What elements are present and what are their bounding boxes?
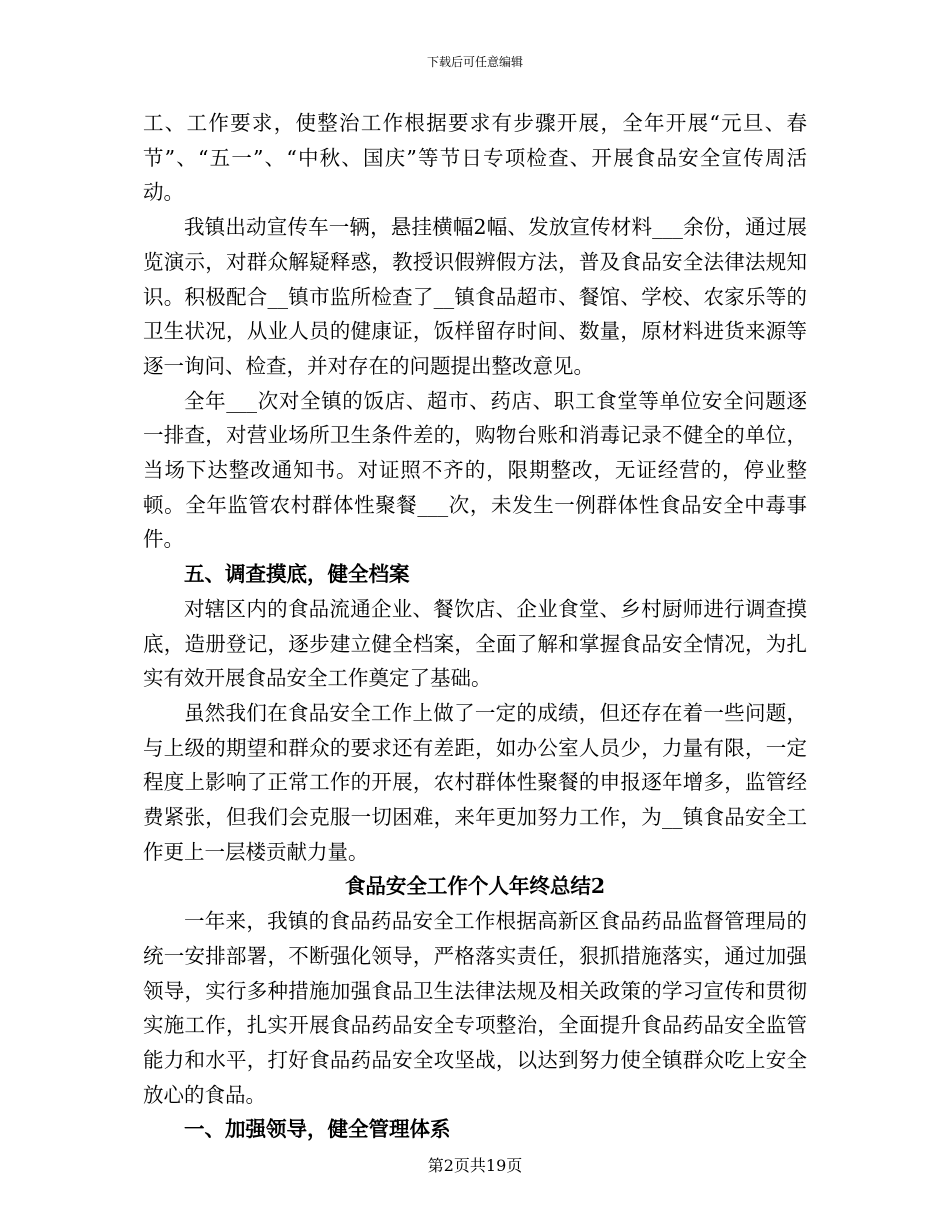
section-heading-5: 五、调查摸底，健全档案 [184, 562, 410, 587]
paragraph-survey: 对辖区内的食品流通企业、餐饮店、企业食堂、乡村厨师进行调查摸底，造册登记，逐步建立健全档案，全面了解和掌握食品安全情况，为扎实有效开展食品安全工作奠定了基础。 [143, 596, 807, 691]
paragraph-shortcomings: 虽然我们在食品安全工作上做了一定的成绩，但还存在着一些问题，与上级的期望和群众的要求还有差距，如办公室人员少，力量有限，一定程度上影响了正常工作的开展，农村群体性聚餐的申报逐年增多，监管经费紧张，但我们会克服一切困难，来年更加努力工作，为__镇食品安全工作更上一层楼贡献力量。 [143, 700, 807, 864]
section-heading-1: 一、加强领导，健全管理体系 [184, 1117, 451, 1142]
paragraph-overview: 一年来，我镇的食品药品安全工作根据高新区食品药品监督管理局的统一安排部署，不断强化领导，严格落实责任，狠抓措施落实，通过加强领导，实行多种措施加强食品卫生法律法规及相关政策的学习宣传和贯彻实施工作，扎实开展食品药品安全专项整治，全面提升食品药品安全监管能力和水平，打好食品药品安全攻坚战，以达到努力使全镇群众吃上安全放心的食品。 [143, 909, 807, 1107]
document-body [143, 106, 807, 1147]
paragraph-publicity: 我镇出动宣传车一辆，悬挂横幅2幅、发放宣传材料___余份，通过展览演示，对群众解疑释惑，教授识假辨假方法，普及食品安全法律法规知识。积极配合__镇市监所检查了__镇食品超市、餐馆、学校、农家乐等的卫生状况，从业人员的健康证，饭样留存时间、数量，原材料进货来源等逐一询问、检查，并对存在的问题提出整改意见。 [143, 215, 807, 378]
summary-title-2: 食品安全工作个人年终总结2 [344, 874, 606, 899]
page-number: 第2页共19页 [427, 1156, 523, 1175]
paragraph-inspection: 全年___次对全镇的饭店、超市、药店、职工食堂等单位安全问题逐一排查，对营业场所卫生条件差的，购物台账和消毒记录不健全的单位，当场下达整改通知书。对证照不齐的，限期整改，无证经营的，停业整顿。全年监管农村群体性聚餐___次，未发生一例群体性食品安全中毒事件。 [143, 388, 807, 552]
page-header-note: 下载后可任意编辑 [426, 55, 523, 69]
paragraph-work-requirements: 工、工作要求，使整治工作根据要求有步骤开展，全年开展“元旦、春节”、“五一”、“中秋、国庆”等节日专项检查、开展食品安全宣传周活动。 [143, 111, 807, 205]
